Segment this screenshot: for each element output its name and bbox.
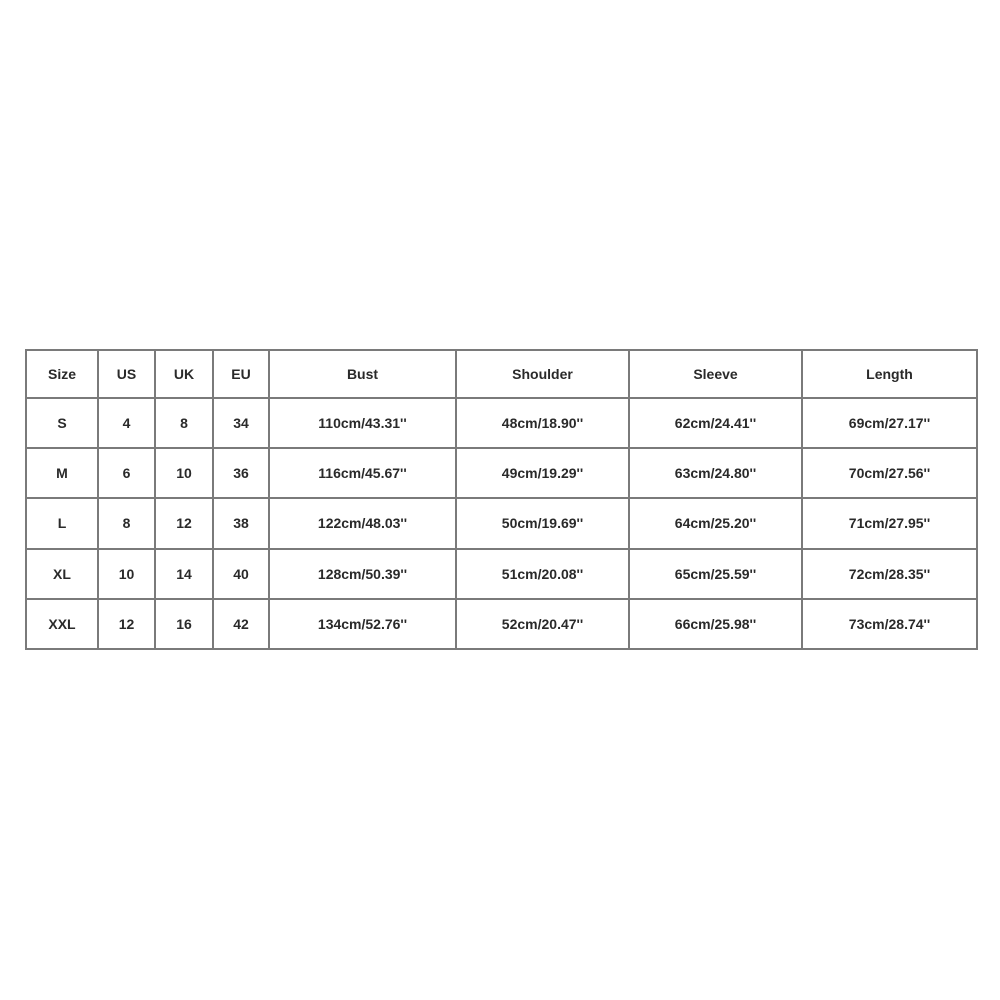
cell-sleeve: 63cm/24.80'': [629, 448, 802, 498]
cell-size: M: [26, 448, 98, 498]
cell-uk: 16: [155, 599, 213, 649]
cell-length: 71cm/27.95'': [802, 498, 977, 548]
cell-sleeve: 64cm/25.20'': [629, 498, 802, 548]
cell-us: 8: [98, 498, 155, 548]
cell-eu: 40: [213, 549, 269, 599]
cell-us: 10: [98, 549, 155, 599]
header-size: Size: [26, 350, 98, 398]
table-row: [26, 599, 977, 649]
cell-bust: 110cm/43.31'': [269, 398, 456, 448]
cell-sleeve: 65cm/25.59'': [629, 549, 802, 599]
cell-us: 4: [98, 398, 155, 448]
table-row: [26, 498, 977, 548]
table-row: [26, 448, 977, 498]
cell-length: 73cm/28.74'': [802, 599, 977, 649]
table-row: [26, 549, 977, 599]
cell-shoulder: 48cm/18.90'': [456, 398, 629, 448]
cell-uk: 14: [155, 549, 213, 599]
cell-bust: 122cm/48.03'': [269, 498, 456, 548]
table-header-row: [26, 350, 977, 398]
cell-bust: 128cm/50.39'': [269, 549, 456, 599]
cell-length: 70cm/27.56'': [802, 448, 977, 498]
header-uk: UK: [155, 350, 213, 398]
cell-eu: 36: [213, 448, 269, 498]
table-row: [26, 398, 977, 448]
cell-eu: 38: [213, 498, 269, 548]
header-bust: Bust: [269, 350, 456, 398]
cell-eu: 42: [213, 599, 269, 649]
header-length: Length: [802, 350, 977, 398]
cell-length: 72cm/28.35'': [802, 549, 977, 599]
header-us: US: [98, 350, 155, 398]
header-shoulder: Shoulder: [456, 350, 629, 398]
cell-bust: 116cm/45.67'': [269, 448, 456, 498]
size-chart-table: [25, 349, 978, 650]
cell-size: XXL: [26, 599, 98, 649]
cell-shoulder: 49cm/19.29'': [456, 448, 629, 498]
cell-us: 6: [98, 448, 155, 498]
cell-uk: 10: [155, 448, 213, 498]
cell-size: XL: [26, 549, 98, 599]
cell-eu: 34: [213, 398, 269, 448]
cell-size: L: [26, 498, 98, 548]
cell-sleeve: 62cm/24.41'': [629, 398, 802, 448]
cell-uk: 8: [155, 398, 213, 448]
cell-size: S: [26, 398, 98, 448]
cell-length: 69cm/27.17'': [802, 398, 977, 448]
cell-shoulder: 50cm/19.69'': [456, 498, 629, 548]
header-eu: EU: [213, 350, 269, 398]
cell-shoulder: 51cm/20.08'': [456, 549, 629, 599]
header-sleeve: Sleeve: [629, 350, 802, 398]
cell-bust: 134cm/52.76'': [269, 599, 456, 649]
cell-us: 12: [98, 599, 155, 649]
cell-shoulder: 52cm/20.47'': [456, 599, 629, 649]
cell-uk: 12: [155, 498, 213, 548]
cell-sleeve: 66cm/25.98'': [629, 599, 802, 649]
